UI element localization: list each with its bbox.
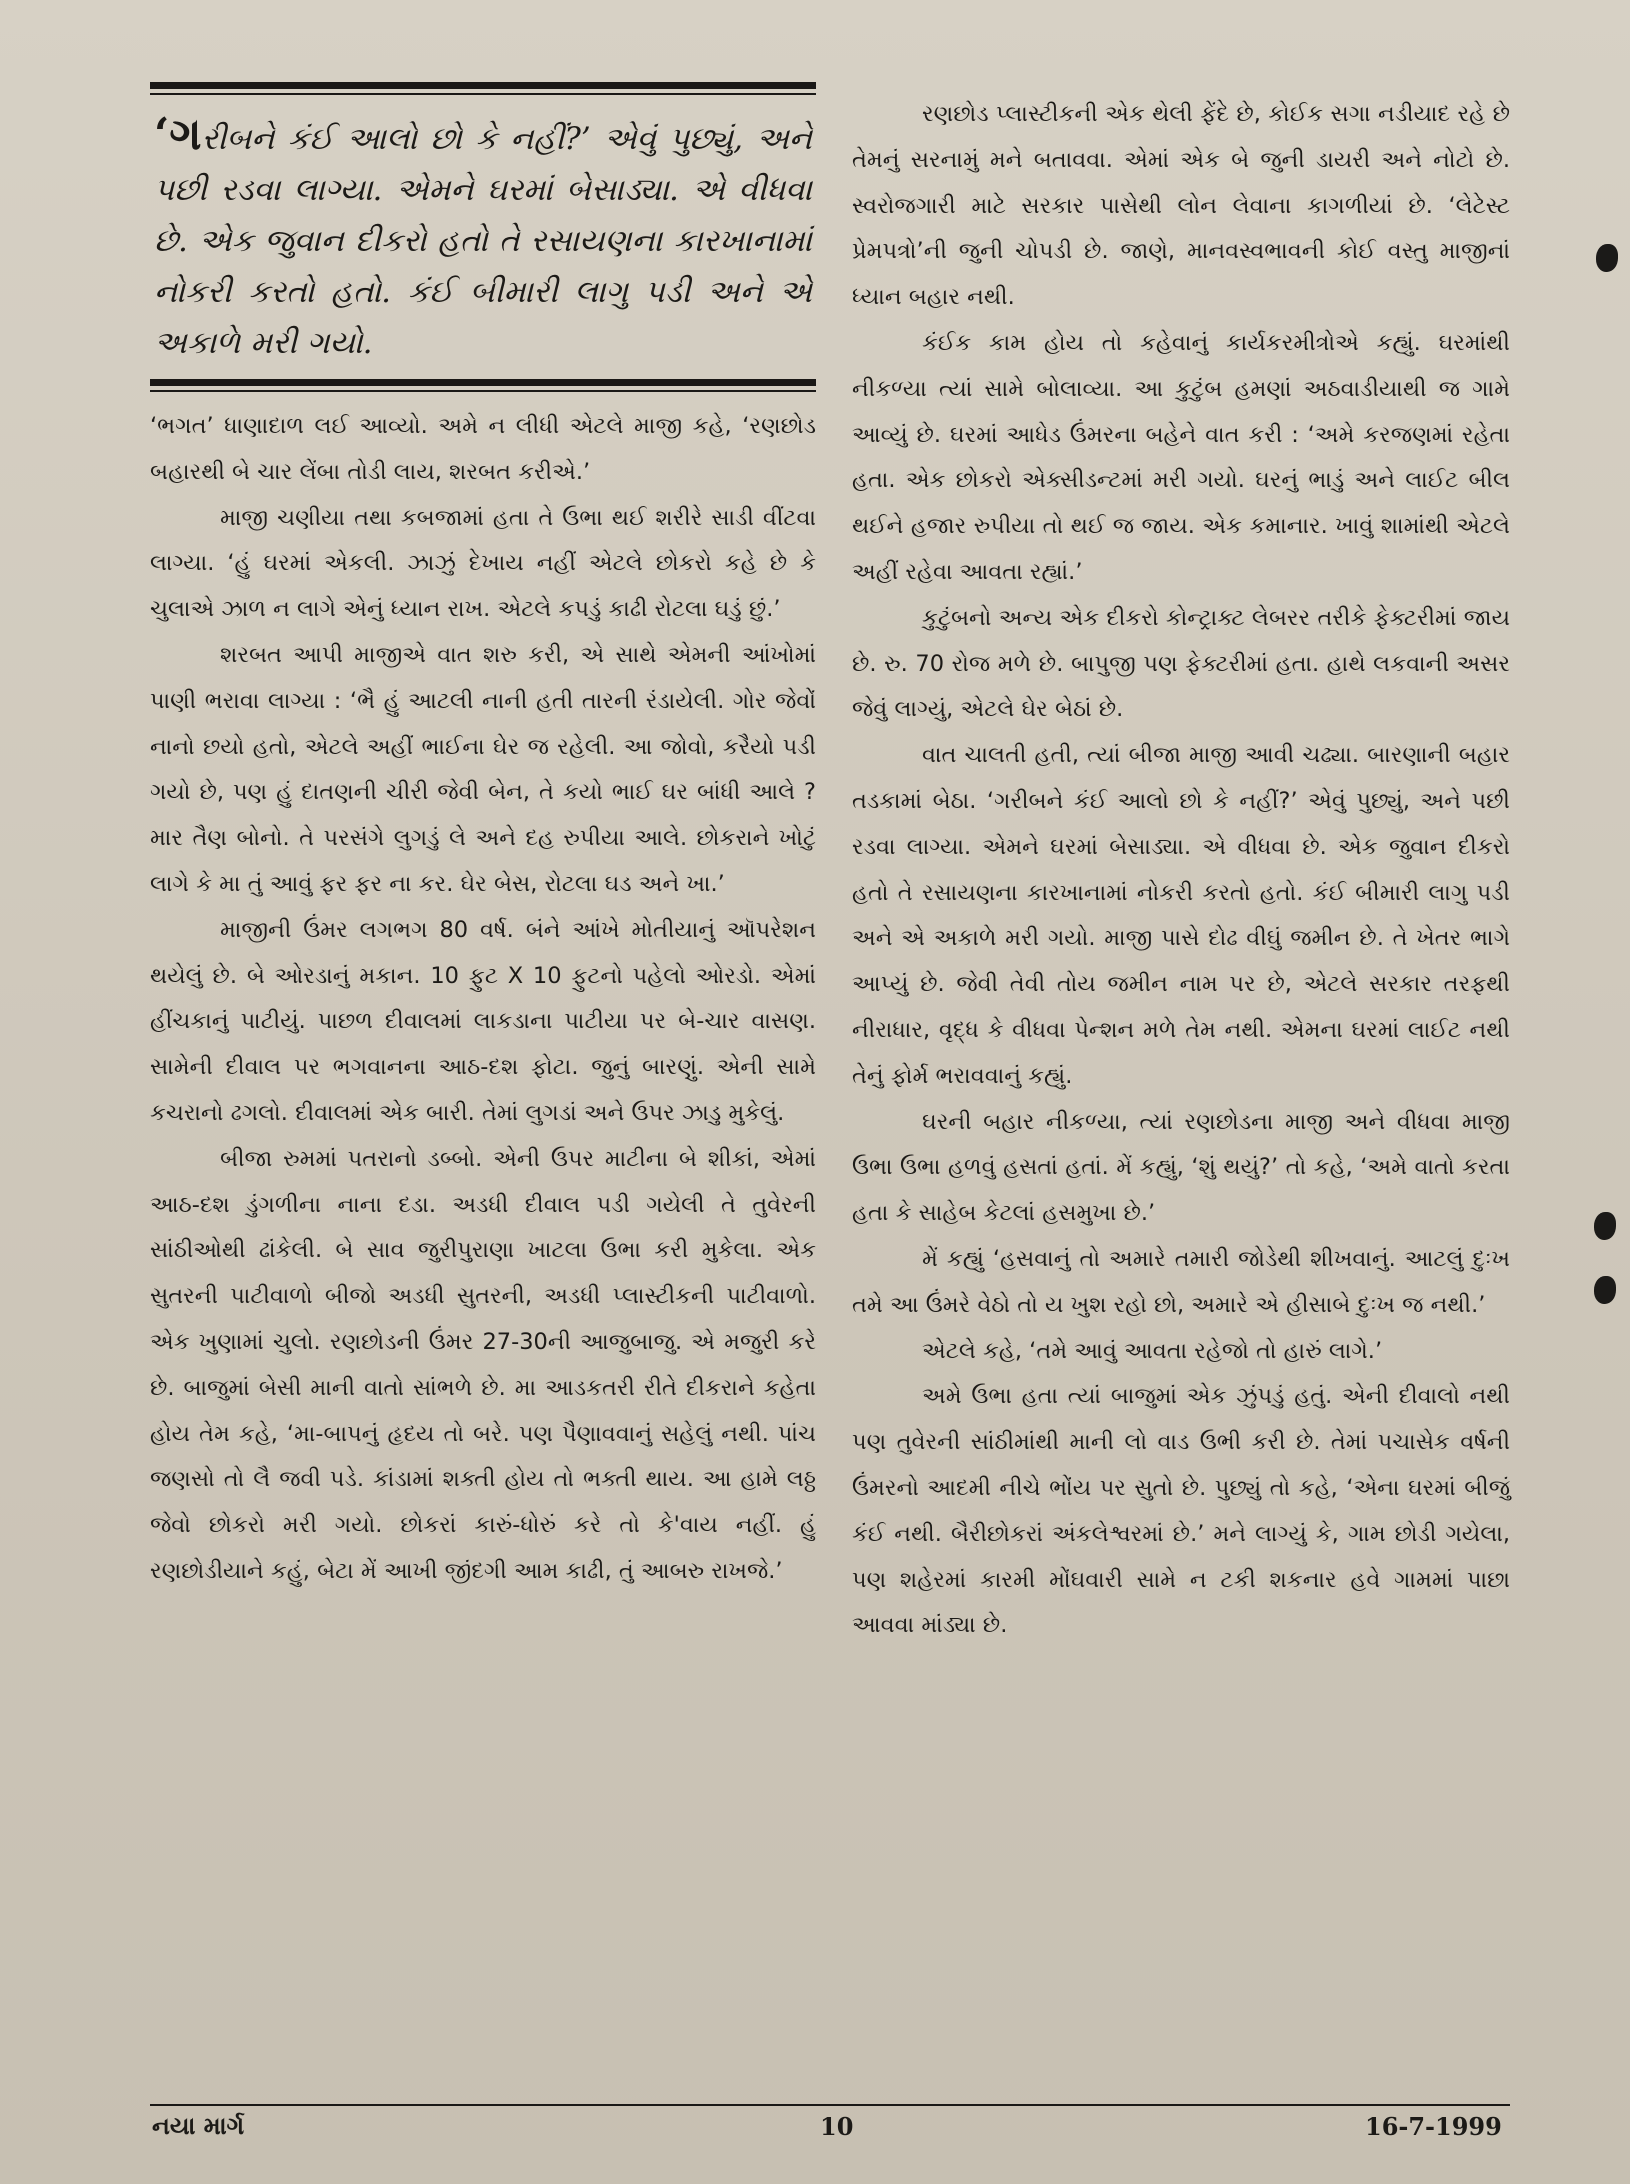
pullquote-dropcap: ‘ગ: [154, 109, 202, 160]
pullquote-bottom-rule-thin: [150, 390, 816, 392]
paragraph: ઘરની બહાર નીકળ્યા, ત્યાં રણછોડના માજી અને વીધવા માજી ઉભા ઉભા હળવું હસતાં હતાં. મેં કહ્યું, ‘શું થયું?’ તો કહે, ‘અમે વાતો કરતા હતા કે સાહેબ કેટલાં હસમુખા છે.’: [852, 1108, 1510, 1227]
pullquote-bottom-rule: [150, 379, 816, 386]
pullquote-top-rule: [150, 82, 816, 89]
pullquote: [150, 95, 816, 373]
issue-date: 16-7-1999: [1365, 2112, 1502, 2141]
paragraph: કંઈક કામ હોય તો કહેવાનું કાર્યકરમીત્રોએ કહ્યું. ઘરમાંથી નીકળ્યા ત્યાં સામે બોલાવ્યા. આ કુટુંબ હમણાં અઠવાડીયાથી જ ગામે આવ્યું છે. ઘરમાં આધેડ ઉંમરના બહેને વાત કરી : ‘અમે કરજણમાં રહેતા હતા. એક છોકરો એક્સીડન્ટમાં મરી ગયો. ઘરનું ભાડું અને લાઈટ બીલ થઈને હજાર રુપીયા તો થઈ જ જાય. એક કમાનાર. ખાવું શામાંથી એટલે અહીં રહેવા આવતા રહ્યાં.’: [852, 329, 1510, 585]
paragraph: માજીની ઉંમર લગભગ 80 વર્ષ. બંને આંખે મોતીયાનું ઑપરેશન થયેલું છે. બે ઓરડાનું મકાન. 10 ફુટ X 10 ફુટનો પહેલો ઓરડો. એમાં હીંચકાનું પાટીયું. પાછળ દીવાલમાં લાકડાના પાટીયા પર બે-ચાર વાસણ. સામેની દીવાલ પર ભગવાનના આઠ-દશ ફોટા. જુનું બારણું. એની સામે કચરાનો ઢગલો. દીવાલમાં એક બારી. તેમાં લુગડાં અને ઉપર ઝાડુ મુકેલું.: [150, 916, 816, 1126]
punch-hole-mark: [1594, 1276, 1616, 1304]
paragraph: બીજા રુમમાં પતરાનો ડબ્બો. એની ઉપર માટીના બે શીકાં, એમાં આઠ-દશ ડુંગળીના નાના દડા. અડધી દીવાલ પડી ગયેલી તે તુવેરની સાંઠીઓથી ઢાંકેલી. બે સાવ જુરીપુરાણા ખાટલા ઉભા કરી મુકેલા. એક સુતરની પાટીવાળો બીજો અડધી સુતરની, અડધી પ્લાસ્ટીકની પાટીવાળો. એક ખુણામાં ચુલો. રણછોડની ઉંમર 27-30ની આજુબાજુ. એ મજુરી કરે છે. બાજુમાં બેસી માની વાતો સાંભળે છે. મા આડકતરી રીતે દીકરાને કહેતા હોય તેમ કહે, ‘મા-બાપનું હૃદય તો બરે. પણ પૈણાવવાનું સહેલું નથી. પાંચ જણસો તો લૈ જવી પડે. કાંડામાં શક્તી હોય તો ભક્તી થાય. આ હામે લઠ્ઠ જેવો છોકરો મરી ગયો. છોકરાં કારું-ધોરું કરે તો કે'વાય નહીં. હું રણછોડીયાને કહું, બેટા મેં આખી જીંદગી આમ કાઢી, તું આબરુ રાખજે.’: [150, 1145, 816, 1584]
left-column: [150, 82, 816, 1595]
right-column: [852, 92, 1510, 1649]
pullquote-text: રીબને કંઈ આલો છો કે નહીં?’ એવું પુછ્યું, અને પછી રડવા લાગ્યા. એમને ઘરમાં બેસાડ્યા. એ વીધવા છે. એક જુવાન દીકરો હતો તે રસાયણના કારખાનામાં નોકરી કરતો હતો. કંઈ બીમારી લાગુ પડી અને એ અકાળે મરી ગયો.: [154, 121, 812, 361]
paragraph: રણછોડ પ્લાસ્ટીકની એક થેલી ફેંદે છે, કોઈક સગા નડીયાદ રહે છે તેમનું સરનામું મને બતાવવા. એમાં એક બે જુની ડાયરી અને નોટો છે. સ્વરોજગારી માટે સરકાર પાસેથી લોન લેવાના કાગળીયાં છે. ‘લેટેસ્ટ પ્રેમપત્રો’ની જુની ચોપડી છે. જાણે, માનવસ્વભાવની કોઈ વસ્તુ માજીનાં ધ્યાન બહાર નથી.: [852, 101, 1510, 311]
paragraph: ‘ભગત’ ધાણાદાળ લઈ આવ્યો. અમે ન લીધી એટલે માજી કહે, ‘રણછોડ બહારથી બે ચાર લેંબા તોડી લાય, શરબત કરીએ.’: [150, 413, 816, 485]
paragraph: કુટુંબનો અન્ય એક દીકરો કોન્ટ્રાક્ટ લેબરર તરીકે ફેક્ટરીમાં જાય છે. રુ. 70 રોજ મળે છે. બાપુજી પણ ફેક્ટરીમાં હતા. હાથે લકવાની અસર જેવું લાગ્યું, એટલે ઘેર બેઠાં છે.: [852, 604, 1510, 723]
paragraph: મેં કહ્યું ‘હસવાનું તો અમારે તમારી જોડેથી શીખવાનું. આટલું દુઃખ તમે આ ઉંમરે વેઠો તો ય ખુશ રહો છો, અમારે એ હીસાબે દુઃખ જ નથી.’: [852, 1245, 1510, 1318]
punch-hole-mark: [1596, 244, 1618, 272]
footer-rule: [150, 2104, 1510, 2106]
paragraph: શરબત આપી માજીએ વાત શરુ કરી, એ સાથે એમની આંખોમાં પાણી ભરાવા લાગ્યા : ‘ભૈ હું આટલી નાની હતી તારની રંડાયેલી. ગોર જેવોં નાનો છયો હતો, એટલે અહીં ભાઈના ઘેર જ રહેલી. આ જોવો, કરૈયો પડી ગયો છે, પણ હું દાતણની ચીરી જેવી બેન, તે કયો ભાઈ ઘર બાંધી આલે ? માર તૈણ બોનો. તે પરસંગે લુગડું લે અને દહ રુપીયા આલે. છોકરાને ખોટું લાગે કે મા તું આવું ફર ફર ના કર. ઘેર બેસ, રોટલા ઘડ અને ખા.’: [150, 641, 816, 897]
publication-name: નયા માર્ગ: [152, 2112, 245, 2140]
paragraph: વાત ચાલતી હતી, ત્યાં બીજા માજી આવી ચઢ્યા. બારણાની બહાર તડકામાં બેઠા. ‘ગરીબને કંઈ આલો છો કે નહીં?’ એવું પુછ્યું, અને પછી રડવા લાગ્યા. એમને ઘરમાં બેસાડ્યા. એ વીધવા છે. એક જુવાન દીકરો હતો તે રસાયણના કારખાનામાં નોકરી કરતો હતો. કંઈ બીમારી લાગુ પડી અને એ અકાળે મરી ગયો. માજી પાસે દોઢ વીઘું જમીન છે. તે ખેતર ભાગે આપ્યું છે. જેવી તેવી તોય જમીન નામ પર છે, એટલે સરકાર તરફથી નીરાધાર, વૃદ્ધ કે વીધવા પેન્શન મળે તેમ નથી. એમના ઘરમાં લાઈટ નથી તેનું ફોર્મ ભરાવવાનું કહ્યું.: [852, 742, 1510, 1089]
punch-hole-mark: [1594, 1212, 1616, 1240]
paragraph: માજી ચણીયા તથા કબજામાં હતા તે ઉભા થઈ શરીરે સાડી વીંટવા લાગ્યા. ‘હું ઘરમાં એકલી. ઝાઝું દેખાય નહીં એટલે છોકરો કહે છે કે ચુલાએ ઝાળ ન લાગે એનું ધ્યાન રાખ. એટલે કપડું કાઢી રોટલા ઘડું છું.’: [150, 504, 816, 623]
page-number: 10: [820, 2112, 854, 2141]
paragraph: એટલે કહે, ‘તમે આવું આવતા રહેજો તો હારું લાગે.’: [922, 1337, 1383, 1364]
paragraph: અમે ઉભા હતા ત્યાં બાજુમાં એક ઝુંપડું હતું. એની દીવાલો નથી પણ તુવેરની સાંઠીમાંથી માની લો વાડ ઉભી કરી છે. તેમાં પચાસેક વર્ષની ઉંમરનો આદમી નીચે ભોંય પર સુતો છે. પુછ્યું તો કહે, ‘એના ઘરમાં બીજું કંઈ નથી. બૈરીછોકરાં અંકલેશ્વરમાં છે.’ મને લાગ્યું કે, ગામ છોડી ગયેલા, પણ શહેરમાં કારમી મોંઘવારી સામે ન ટકી શકનાર હવે ગામમાં પાછા આવવા માંડ્યા છે.: [852, 1383, 1510, 1639]
left-column-body: [150, 404, 816, 1595]
